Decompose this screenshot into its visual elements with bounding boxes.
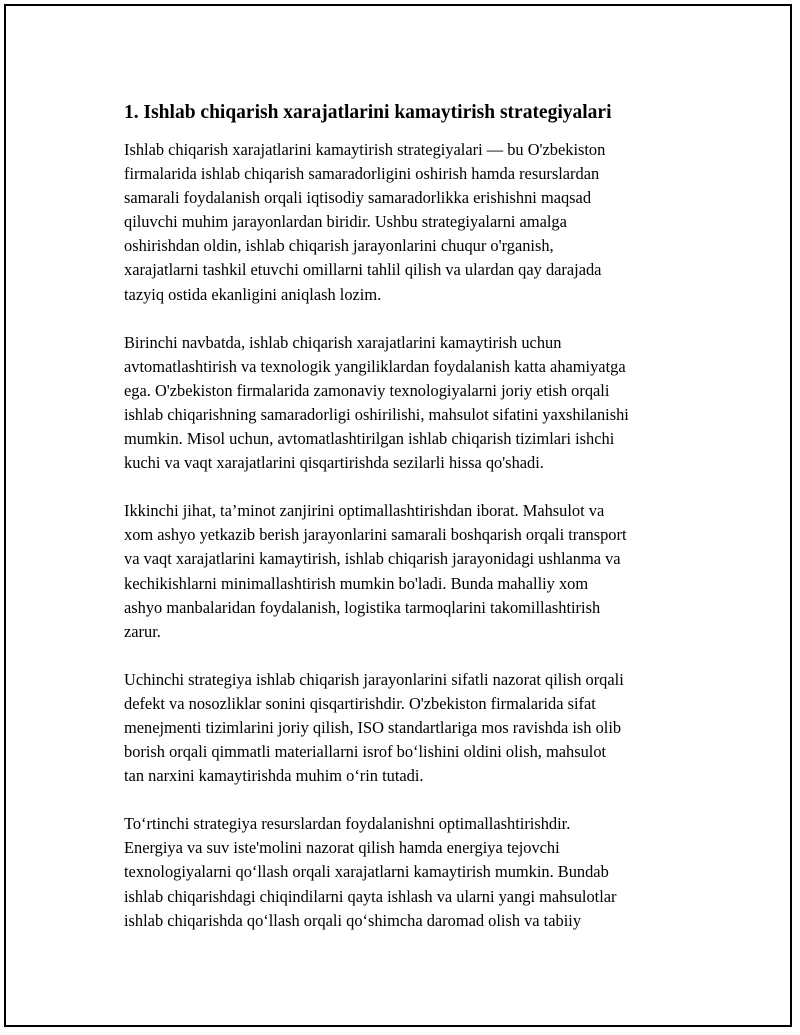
- paragraph-third-strategy: [124, 668, 694, 788]
- paragraph-first-strategy: [124, 331, 694, 476]
- paragraph-fourth-strategy: [124, 812, 694, 932]
- text-line: Energiya va suv iste'molini nazorat qilish hamda energiya tejovchi: [124, 838, 560, 858]
- text-line: ashyo manbalaridan foydalanish, logistika tarmoqlarini takomillashtirish: [124, 597, 601, 617]
- page-frame: [4, 4, 792, 1027]
- section-heading: 1. Ishlab chiqarish xarajatlarini kamaytirish strategiyalari: [124, 102, 612, 123]
- text-line: tan narxini kamaytirishda muhim o‘rin tutadi.: [124, 766, 424, 786]
- text-line: ishlab chiqarishning samaradorligi oshirilishi, mahsulot sifatini yaxshilanishi: [124, 404, 629, 424]
- text-line: defekt va nosozliklar sonini qisqartirishdir. O'zbekiston firmalarida sifat: [124, 693, 596, 713]
- text-line: mumkin. Misol uchun, avtomatlashtirilgan ishlab chiqarish tizimlari ishchi: [124, 429, 615, 449]
- text-line: Uchinchi strategiya ishlab chiqarish jarayonlarini sifatli nazorat qilish orqali: [124, 669, 624, 689]
- text-line: Birinchi navbatda, ishlab chiqarish xarajatlarini kamaytirish uchun: [124, 332, 562, 352]
- text-line: kuchi va vaqt xarajatlarini qisqartirishda sezilarli hissa qo'shadi.: [124, 453, 544, 473]
- text-line: oshirishdan oldin, ishlab chiqarish jarayonlarini chuqur o'rganish,: [124, 236, 554, 256]
- text-line: zarur.: [124, 621, 161, 641]
- text-line: xarajatlarni tashkil etuvchi omillarni tahlil qilish va ulardan qay darajada: [124, 260, 602, 280]
- text-line: Ishlab chiqarish xarajatlarini kamaytirish strategiyalari — bu O'zbekiston: [124, 140, 606, 159]
- text-line: tazyiq ostida ekanligini aniqlash lozim.: [124, 284, 382, 304]
- text-line: menejmenti tizimlarini joriy qilish, ISO standartlariga mos ravishda ish olib: [124, 717, 622, 737]
- text-line: firmalarida ishlab chiqarish samaradorligini oshirish hamda resurslardan: [124, 164, 600, 184]
- text-line: Ikkinchi jihat, ta’minot zanjirini optimallashtirishdan iborat. Mahsulot va: [124, 501, 605, 521]
- paragraph-intro: [124, 138, 694, 307]
- text-line: va vaqt xarajatlarini kamaytirish, ishlab chiqarish jarayonidagi ushlanma va: [124, 549, 621, 569]
- text-line: texnologiyalarni qo‘llash orqali xarajatlarni kamaytirish mumkin. Bundab: [124, 862, 609, 882]
- text-line: ega. O'zbekiston firmalarida zamonaviy texnologiyalarni joriy etish orqali: [124, 380, 610, 400]
- text-line: To‘rtinchi strategiya resurslardan foydalanishni optimallashtirishdir.: [124, 814, 571, 834]
- text-line: avtomatlashtirish va texnologik yangiliklardan foydalanish katta ahamiyatga: [124, 356, 626, 376]
- text-line: qiluvchi muhim jarayonlardan biridir. Ushbu strategiyalarni amalga: [124, 212, 567, 232]
- text-line: kechikishlarni minimallashtirish mumkin bo'ladi. Bunda mahalliy xom: [124, 573, 589, 593]
- text-line: samarali foydalanish orqali iqtisodiy samaradorlikka erishishni maqsad: [124, 188, 592, 208]
- document-body: [124, 100, 694, 957]
- paragraph-second-strategy: [124, 499, 694, 644]
- text-line: xom ashyo yetkazib berish jarayonlarini samarali boshqarish orqali transport: [124, 525, 627, 545]
- text-line: ishlab chiqarishdagi chiqindilarni qayta ishlash va ularni yangi mahsulotlar: [124, 886, 617, 906]
- text-line: borish orqali qimmatli materiallarni isrof bo‘lishini oldini olish, mahsulot: [124, 742, 607, 762]
- text-line: ishlab chiqarishda qo‘llash orqali qo‘shimcha daromad olish va tabiiy: [124, 910, 582, 930]
